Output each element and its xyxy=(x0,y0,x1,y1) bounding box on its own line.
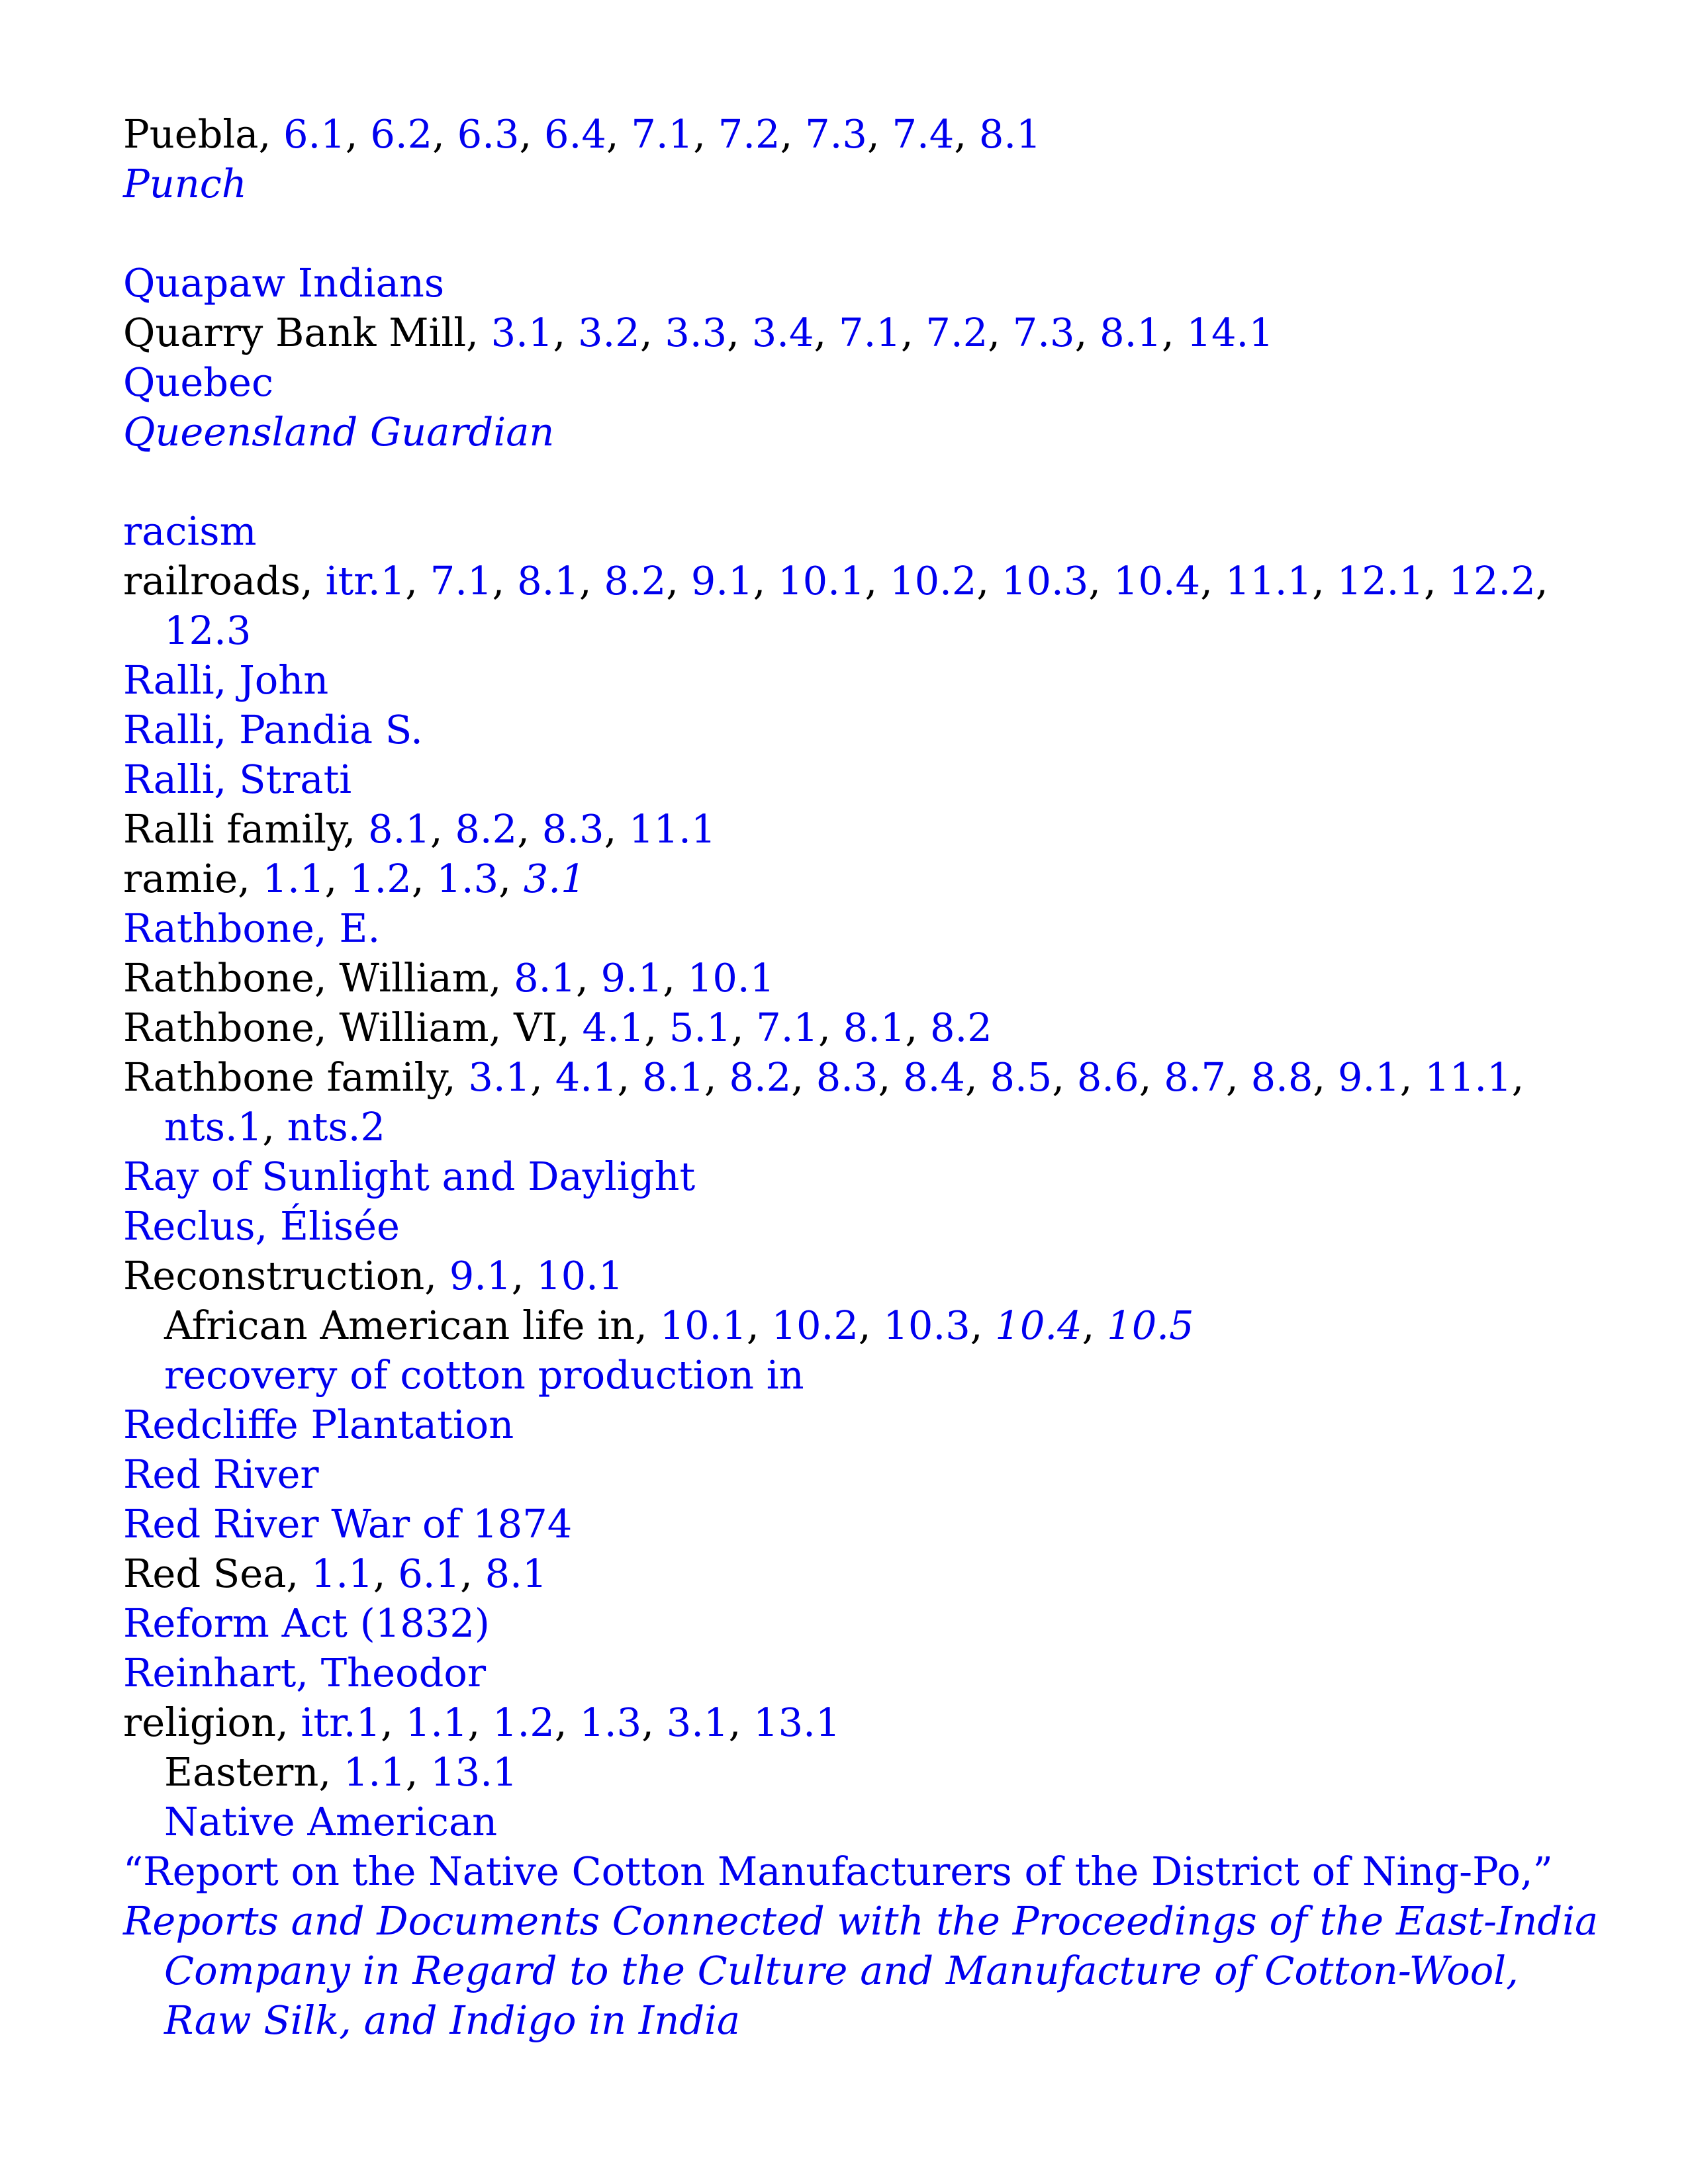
page-reference-link[interactable]: 7.1 xyxy=(756,1005,819,1050)
page-reference-link[interactable]: 8.3 xyxy=(816,1054,878,1100)
page-reference-link[interactable]: 9.1 xyxy=(600,955,663,1001)
page-reference-link[interactable]: itr.1 xyxy=(301,1700,381,1745)
page-reference-link[interactable]: 9.1 xyxy=(1337,1054,1400,1100)
index-entry: Red Sea, 1.1, 6.1, 8.1 xyxy=(123,1551,547,1596)
index-term: religion xyxy=(123,1700,277,1745)
page-reference-link[interactable]: 6.1 xyxy=(283,111,346,157)
index-term: Ralli family xyxy=(123,806,344,852)
index-term-link[interactable]: Ralli, John xyxy=(123,657,329,703)
index-term-link[interactable]: Quebec xyxy=(123,359,274,405)
index-term-link[interactable]: Ralli, Pandia S. xyxy=(123,707,423,752)
page-reference-link[interactable]: 3.1 xyxy=(491,310,553,355)
page-reference-link[interactable]: 8.1 xyxy=(843,1005,906,1050)
page-reference-link[interactable]: 4.1 xyxy=(555,1054,618,1100)
index-term-link[interactable]: Redcliffe Plantation xyxy=(123,1402,514,1447)
page-reference-link[interactable]: 5.1 xyxy=(669,1005,731,1050)
index-term-link[interactable]: Queensland Guardian xyxy=(123,409,555,455)
index-term: Puebla xyxy=(123,111,259,157)
page-reference-link[interactable]: 8.5 xyxy=(990,1054,1053,1100)
index-term-link[interactable]: racism xyxy=(123,508,257,554)
index-entry xyxy=(123,655,1599,705)
index-term-link[interactable]: Rathbone, E. xyxy=(123,905,381,951)
index-entry: Rathbone, William, VI, 4.1, 5.1, 7.1, 8.1, 8.2 xyxy=(123,1005,992,1050)
index-entry: religion, itr.1, 1.1, 1.2, 1.3, 3.1, 13.1 xyxy=(123,1700,841,1745)
page-reference-link[interactable]: 3.1 xyxy=(523,856,586,901)
index-term: Rathbone family xyxy=(123,1054,444,1100)
page-reference-link[interactable]: 8.6 xyxy=(1076,1054,1139,1100)
page-reference-link[interactable]: 1.2 xyxy=(350,856,412,901)
index-term-link[interactable]: recovery of cotton production in xyxy=(164,1352,804,1398)
index-term-link[interactable]: Red River xyxy=(123,1451,319,1497)
page-reference-link[interactable]: 7.4 xyxy=(892,111,955,157)
index-entry xyxy=(123,258,1599,308)
index-entry: Ralli family, 8.1, 8.2, 8.3, 11.1 xyxy=(123,806,716,852)
index-term-link[interactable]: Punch xyxy=(123,161,247,206)
page-reference-link[interactable]: 7.1 xyxy=(430,558,492,604)
page-reference-link[interactable]: 7.2 xyxy=(925,310,988,355)
page-reference-link[interactable]: 1.1 xyxy=(405,1700,468,1745)
page-reference-link[interactable]: 7.2 xyxy=(718,111,780,157)
index-entry xyxy=(123,506,1599,556)
index-entry xyxy=(123,1449,1599,1499)
index-term-link[interactable]: Reports and Documents Connected with the Proceedings of the East-India Company in Regard to the Culture and Manufacture of Cotton-Wool, Raw Silk, and Indigo in India xyxy=(123,1898,1599,2043)
page-reference-link[interactable]: 10.1 xyxy=(536,1253,624,1298)
index-entry xyxy=(123,1648,1599,1698)
page-reference-link[interactable]: 10.4 xyxy=(1113,558,1201,604)
index-term-link[interactable]: Red River War of 1874 xyxy=(123,1501,573,1547)
page-reference-link[interactable]: 3.1 xyxy=(468,1054,531,1100)
page-reference-link[interactable]: 4.1 xyxy=(582,1005,645,1050)
index-entry: Reconstruction, 9.1, 10.1 xyxy=(123,1253,624,1298)
letter-group-gap xyxy=(123,208,1599,258)
index-term-link[interactable]: Native American xyxy=(164,1799,498,1844)
page-reference-link[interactable]: 8.8 xyxy=(1250,1054,1313,1100)
page-reference-link[interactable]: 3.4 xyxy=(751,310,814,355)
index-entry xyxy=(123,1846,1599,1896)
index-entry xyxy=(123,903,1599,953)
index-entry: ramie, 1.1, 1.2, 1.3, 3.1 xyxy=(123,856,586,901)
index-entry xyxy=(123,357,1599,407)
page-reference-link[interactable]: 10.1 xyxy=(687,955,775,1001)
page-reference-link[interactable]: 8.1 xyxy=(514,955,576,1001)
page-reference-link[interactable]: 8.1 xyxy=(485,1551,547,1596)
page-reference-link[interactable]: 8.3 xyxy=(541,806,604,852)
index-entry xyxy=(123,1152,1599,1201)
page-reference-link[interactable]: 12.3 xyxy=(164,608,252,653)
page-reference-link[interactable]: 7.1 xyxy=(839,310,901,355)
index-term-link[interactable]: Reclus, Élisée xyxy=(123,1203,400,1249)
index-entry xyxy=(123,1499,1599,1549)
page-reference-link[interactable]: 1.3 xyxy=(579,1700,642,1745)
page-reference-link[interactable]: itr.1 xyxy=(325,558,406,604)
index-entry xyxy=(123,1896,1599,2045)
page-reference-link[interactable]: 8.1 xyxy=(642,1054,704,1100)
index-term: Rathbone, William, VI xyxy=(123,1005,558,1050)
page-reference-link[interactable]: 10.5 xyxy=(1107,1302,1194,1348)
page-reference-link[interactable]: 8.1 xyxy=(368,806,430,852)
page-reference-link[interactable]: 6.2 xyxy=(370,111,433,157)
page-reference-link[interactable]: 8.7 xyxy=(1164,1054,1227,1100)
index-entry xyxy=(123,407,1599,457)
index-entry: Quarry Bank Mill, 3.1, 3.2, 3.3, 3.4, 7.1, 7.2, 7.3, 8.1, 14.1 xyxy=(123,310,1274,355)
page-reference-link[interactable]: 10.3 xyxy=(1001,558,1089,604)
page-reference-link[interactable]: 11.1 xyxy=(629,806,716,852)
page-reference-link[interactable]: 1.1 xyxy=(262,856,325,901)
index-page xyxy=(123,109,1599,2045)
index-term-link[interactable]: Reinhart, Theodor xyxy=(123,1650,487,1696)
page-reference-link[interactable]: 10.2 xyxy=(771,1302,859,1348)
page-reference-link[interactable]: 7.3 xyxy=(805,111,867,157)
page-reference-link[interactable]: 11.1 xyxy=(1425,1054,1512,1100)
letter-group-gap xyxy=(123,457,1599,506)
page-reference-link[interactable]: 13.1 xyxy=(753,1700,841,1745)
page-reference-link[interactable]: 3.1 xyxy=(666,1700,729,1745)
page-reference-link[interactable]: 9.1 xyxy=(690,558,753,604)
page-reference-link[interactable]: 1.2 xyxy=(492,1700,555,1745)
index-entry xyxy=(123,159,1599,208)
page-reference-link[interactable]: 14.1 xyxy=(1186,310,1274,355)
index-term: railroads xyxy=(123,558,301,604)
index-entry xyxy=(123,754,1599,804)
index-term: Rathbone, William xyxy=(123,955,489,1001)
index-entry xyxy=(123,705,1599,754)
page-reference-link[interactable]: 7.3 xyxy=(1012,310,1075,355)
page-reference-link[interactable]: 7.1 xyxy=(631,111,694,157)
index-term: Reconstruction xyxy=(123,1253,425,1298)
index-subentry: African American life in, 10.1, 10.2, 10.3, 10.4, 10.5 xyxy=(164,1302,1194,1348)
index-entry: railroads, itr.1, 7.1, 8.1, 8.2, 9.1, 10.1, 10.2, 10.3, 10.4, 11.1, 12.1, 12.2, 12.3 xyxy=(123,558,1548,653)
page-reference-link[interactable]: 8.2 xyxy=(455,806,518,852)
index-term-link[interactable]: Quapaw Indians xyxy=(123,260,445,306)
index-entry: Rathbone family, 3.1, 4.1, 8.1, 8.2, 8.3, 8.4, 8.5, 8.6, 8.7, 8.8, 9.1, 11.1, nts.1, nts.2 xyxy=(123,1054,1524,1150)
page-reference-link[interactable]: 6.3 xyxy=(457,111,520,157)
page-reference-link[interactable]: 6.4 xyxy=(544,111,606,157)
index-term: African American life in xyxy=(164,1302,635,1348)
page-reference-link[interactable]: 3.2 xyxy=(577,310,640,355)
page-reference-link[interactable]: 12.2 xyxy=(1448,558,1536,604)
index-entry xyxy=(123,1400,1599,1449)
index-entry xyxy=(123,1598,1599,1648)
page-reference-link[interactable]: 11.1 xyxy=(1225,558,1313,604)
index-subentry xyxy=(123,1350,1599,1400)
index-term: Quarry Bank Mill xyxy=(123,310,467,355)
index-term-link[interactable]: Ralli, Strati xyxy=(123,756,352,802)
page-reference-link[interactable]: nts.1 xyxy=(164,1104,263,1150)
page-reference-link[interactable]: 8.1 xyxy=(517,558,579,604)
page-reference-link[interactable]: 8.1 xyxy=(978,111,1041,157)
index-subentry: Eastern, 1.1, 13.1 xyxy=(164,1749,518,1795)
page-reference-link[interactable]: 10.4 xyxy=(995,1302,1082,1348)
page-reference-link[interactable]: 8.2 xyxy=(929,1005,992,1050)
page-reference-link[interactable]: 1.1 xyxy=(310,1551,373,1596)
page-reference-link[interactable]: 8.2 xyxy=(604,558,667,604)
index-term: Red Sea xyxy=(123,1551,287,1596)
index-term: ramie xyxy=(123,856,238,901)
page-reference-link[interactable]: 6.1 xyxy=(398,1551,461,1596)
index-subentry xyxy=(123,1797,1599,1846)
page-reference-link[interactable]: 10.3 xyxy=(883,1302,970,1348)
page-reference-link[interactable]: 1.3 xyxy=(436,856,499,901)
index-entry xyxy=(123,1201,1599,1251)
page-reference-link[interactable]: 10.1 xyxy=(778,558,865,604)
page-reference-link[interactable]: 1.1 xyxy=(343,1749,406,1795)
index-term-link[interactable]: Ray of Sunlight and Daylight xyxy=(123,1154,696,1199)
page-reference-link[interactable]: 9.1 xyxy=(449,1253,512,1298)
index-term: Eastern xyxy=(164,1749,319,1795)
page-reference-link[interactable]: nts.2 xyxy=(287,1104,386,1150)
index-term-link[interactable]: “Report on the Native Cotton Manufacturers of the District of Ning-Po,” xyxy=(123,1848,1553,1894)
index-term-link[interactable]: Reform Act (1832) xyxy=(123,1600,490,1646)
index-entry: Puebla, 6.1, 6.2, 6.3, 6.4, 7.1, 7.2, 7.3, 7.4, 8.1 xyxy=(123,111,1041,157)
page-reference-link[interactable]: 8.4 xyxy=(903,1054,965,1100)
page-reference-link[interactable]: 10.2 xyxy=(890,558,977,604)
page-reference-link[interactable]: 8.1 xyxy=(1100,310,1162,355)
index-entry: Rathbone, William, 8.1, 9.1, 10.1 xyxy=(123,955,775,1001)
page-reference-link[interactable]: 12.1 xyxy=(1336,558,1424,604)
page-reference-link[interactable]: 8.2 xyxy=(729,1054,792,1100)
page-reference-link[interactable]: 13.1 xyxy=(430,1749,518,1795)
page-reference-link[interactable]: 3.3 xyxy=(665,310,727,355)
page-reference-link[interactable]: 10.1 xyxy=(659,1302,747,1348)
